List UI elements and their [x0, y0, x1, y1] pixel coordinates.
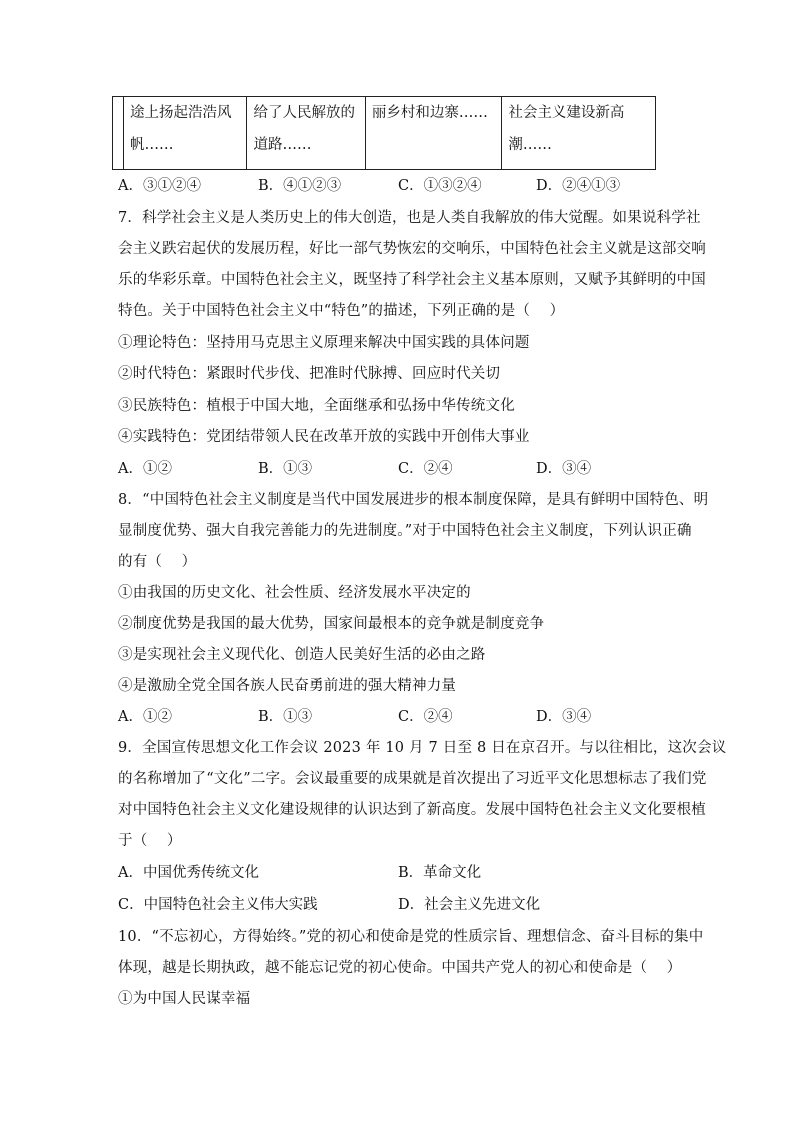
option-b[interactable]: B．①③ [258, 461, 313, 477]
cell-text: 道路…… [253, 137, 312, 153]
statement-item: ①为中国人民谋幸福 [118, 991, 251, 1007]
option-d[interactable]: D．③④ [536, 461, 592, 477]
question-stem-line: 显制度优势、强大自我完善能力的先进制度。”对于中国特色社会主义制度，下列认识正确 [118, 523, 692, 539]
question-stem-line: 的有（ ） [118, 554, 197, 570]
statement-item: ④实践特色：党团结带领人民在改革开放的实践中开创伟大事业 [118, 429, 530, 445]
question-stem-line: 10．“不忘初心，方得始终。”党的初心和使命是党的性质宗旨、理想信念、奋斗目标的集中 [118, 929, 704, 945]
cell-text: 途上扬起浩浩风 [130, 105, 232, 121]
statement-item: ①由我国的历史文化、社会性质、经济发展水平决定的 [118, 585, 471, 601]
question-stem-line: 会主义跌宕起伏的发展历程，好比一部气势恢宏的交响乐，中国特色社会主义就是这部交响 [118, 241, 706, 257]
table-row [113, 97, 656, 170]
table-cell-stub [113, 97, 124, 170]
question-stem-line: 体现，越是长期执政，越不能忘记党的初心使命。中国共产党人的初心和使命是（ ） [118, 960, 682, 976]
statement-item: ②制度优势是我国的最大优势，国家间最根本的竞争就是制度竞争 [118, 616, 545, 632]
table-cell [247, 97, 365, 170]
cell-text: 给了人民解放的 [253, 105, 355, 121]
option-c[interactable]: C．中国特色社会主义伟大实践 [118, 897, 318, 913]
statement-item: ①理论特色：坚持用马克思主义原理来解决中国实践的具体问题 [118, 335, 530, 351]
option-a[interactable]: A．①② [118, 461, 172, 477]
table-cell [502, 97, 656, 170]
q6-table-fragment [112, 96, 656, 170]
option-c[interactable]: C．②④ [398, 709, 453, 725]
option-d[interactable]: D．②④①③ [536, 178, 621, 194]
table-cell [365, 97, 502, 170]
option-a[interactable]: A．中国优秀传统文化 [118, 865, 259, 881]
option-a[interactable]: A．③①②④ [118, 178, 201, 194]
cell-text: 丽乡村和边寨…… [371, 105, 488, 121]
option-b[interactable]: B．④①②③ [258, 178, 342, 194]
question-stem-line: 于（ ） [118, 833, 182, 849]
option-c[interactable]: C．①③②④ [398, 178, 482, 194]
question-stem-line: 对中国特色社会主义文化建设规律的认识达到了新高度。发展中国特色社会主义文化要根植 [118, 802, 706, 818]
statement-item: ③民族特色：植根于中国大地，全面继承和弘扬中华传统文化 [118, 398, 515, 414]
option-b[interactable]: B．革命文化 [398, 865, 482, 881]
statement-item: ④是激励全党全国各族人民奋勇前进的强大精神力量 [118, 678, 457, 694]
question-stem-line: 7．科学社会主义是人类历史上的伟大创造，也是人类自我解放的伟大觉醒。如果说科学社 [118, 210, 701, 226]
cell-text: 社会主义建设新高 [508, 105, 625, 121]
question-stem-line: 9．全国宣传思想文化工作会议 2023 年 10 月 7 日至 8 日在京召开。与以往相比，这次会议 [118, 740, 727, 756]
question-stem-line: 特色。关于中国特色社会主义中“特色”的描述，下列正确的是（ ） [118, 303, 565, 319]
cell-text: 帆…… [130, 137, 174, 153]
option-b[interactable]: B．①③ [258, 709, 313, 725]
option-c[interactable]: C．②④ [398, 461, 453, 477]
question-stem-line: 的名称增加了“文化”二字。会议最重要的成果就是首次提出了习近平文化思想标志了我们党 [118, 771, 707, 787]
table-cell [124, 97, 247, 170]
option-a[interactable]: A．①② [118, 709, 172, 725]
statement-item: ②时代特色：紧跟时代步伐、把准时代脉搏、回应时代关切 [118, 366, 501, 382]
option-d[interactable]: D．③④ [536, 709, 592, 725]
option-d[interactable]: D．社会主义先进文化 [398, 897, 541, 913]
question-stem-line: 8．“中国特色社会主义制度是当代中国发展进步的根本制度保障，是具有鲜明中国特色、明 [118, 492, 709, 508]
statement-item: ③是实现社会主义现代化、创造人民美好生活的必由之路 [118, 647, 486, 663]
question-stem-line: 乐的华彩乐章。中国特色社会主义，既坚持了科学社会主义基本原则，又赋予其鲜明的中国 [118, 272, 706, 288]
cell-text: 潮…… [508, 137, 552, 153]
